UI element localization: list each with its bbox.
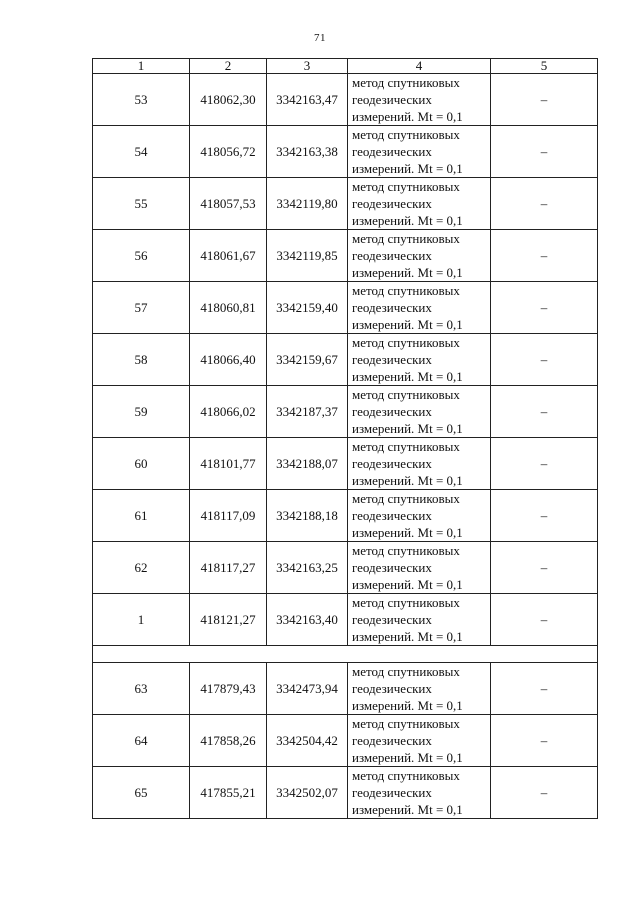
coordinate-x: 417858,26 [190,715,267,767]
table-row [93,490,598,542]
table-row [93,594,598,646]
note-cell: – [491,490,598,542]
table-row [93,386,598,438]
table-row [93,767,598,819]
method-line: метод спутниковых [352,543,460,558]
method-description [348,663,491,715]
note-cell: – [491,74,598,126]
coordinate-x: 418101,77 [190,438,267,490]
coordinate-x: 418062,30 [190,74,267,126]
coordinate-y: 3342188,07 [267,438,348,490]
coordinate-y: 3342163,47 [267,74,348,126]
point-number: 54 [93,126,190,178]
method-line: метод спутниковых [352,75,460,90]
method-line: геодезических [352,300,432,315]
method-line: метод спутниковых [352,595,460,610]
method-line: метод спутниковых [352,387,460,402]
point-number: 64 [93,715,190,767]
method-line: геодезических [352,144,432,159]
note-cell: – [491,386,598,438]
point-number: 53 [93,74,190,126]
method-description [348,74,491,126]
coordinates-table [92,58,598,819]
coordinate-y: 3342188,18 [267,490,348,542]
point-number: 62 [93,542,190,594]
note-cell: – [491,767,598,819]
table-row [93,542,598,594]
method-line: измерений. Mt = 0,1 [352,698,463,713]
method-line: геодезических [352,612,432,627]
method-line: измерений. Mt = 0,1 [352,265,463,280]
method-line: измерений. Mt = 0,1 [352,161,463,176]
method-description [348,282,491,334]
method-line: измерений. Mt = 0,1 [352,213,463,228]
header-col-2: 2 [190,59,267,74]
note-cell: – [491,230,598,282]
header-col-4: 4 [348,59,491,74]
method-line: метод спутниковых [352,335,460,350]
coordinate-y: 3342159,40 [267,282,348,334]
note-cell: – [491,542,598,594]
method-line: метод спутниковых [352,716,460,731]
note-cell: – [491,438,598,490]
method-line: измерений. Mt = 0,1 [352,473,463,488]
method-line: геодезических [352,92,432,107]
table-body [93,74,598,819]
method-description [348,542,491,594]
coordinate-y: 3342502,07 [267,767,348,819]
method-line: геодезических [352,456,432,471]
method-line: измерений. Mt = 0,1 [352,109,463,124]
note-cell: – [491,663,598,715]
point-number: 63 [93,663,190,715]
method-line: измерений. Mt = 0,1 [352,525,463,540]
table-row [93,663,598,715]
note-cell: – [491,126,598,178]
method-description [348,594,491,646]
method-description [348,178,491,230]
method-line: метод спутниковых [352,231,460,246]
point-number: 65 [93,767,190,819]
method-description [348,715,491,767]
method-description [348,334,491,386]
coordinate-x: 418117,09 [190,490,267,542]
method-description [348,767,491,819]
coordinate-x: 417879,43 [190,663,267,715]
page-number: 71 [314,32,326,44]
method-description [348,490,491,542]
coordinate-y: 3342119,85 [267,230,348,282]
table-header-row [93,59,598,74]
table-row [93,715,598,767]
table-row [93,230,598,282]
method-description [348,230,491,282]
point-number: 55 [93,178,190,230]
coordinate-x: 418117,27 [190,542,267,594]
method-line: метод спутниковых [352,127,460,142]
point-number: 58 [93,334,190,386]
table-row [93,74,598,126]
method-line: измерений. Mt = 0,1 [352,629,463,644]
method-line: метод спутниковых [352,768,460,783]
coordinate-x: 417855,21 [190,767,267,819]
header-col-3: 3 [267,59,348,74]
coordinate-y: 3342163,40 [267,594,348,646]
header-col-5: 5 [491,59,598,74]
coordinate-y: 3342119,80 [267,178,348,230]
coordinate-y: 3342187,37 [267,386,348,438]
coordinate-x: 418057,53 [190,178,267,230]
note-cell: – [491,594,598,646]
method-line: геодезических [352,733,432,748]
method-line: геодезических [352,508,432,523]
method-line: геодезических [352,352,432,367]
coordinate-x: 418060,81 [190,282,267,334]
header-col-1: 1 [93,59,190,74]
coordinate-x: 418061,67 [190,230,267,282]
coordinate-x: 418121,27 [190,594,267,646]
coordinate-y: 3342473,94 [267,663,348,715]
table-row [93,282,598,334]
point-number: 60 [93,438,190,490]
method-line: метод спутниковых [352,491,460,506]
table-row [93,334,598,386]
method-line: метод спутниковых [352,664,460,679]
coordinate-y: 3342504,42 [267,715,348,767]
note-cell: – [491,178,598,230]
method-line: геодезических [352,404,432,419]
method-line: метод спутниковых [352,179,460,194]
table-row [93,178,598,230]
method-line: метод спутниковых [352,283,460,298]
coordinate-x: 418066,02 [190,386,267,438]
method-line: метод спутниковых [352,439,460,454]
point-number: 56 [93,230,190,282]
method-line: геодезических [352,196,432,211]
method-description [348,386,491,438]
table-row [93,438,598,490]
method-description [348,126,491,178]
coordinate-x: 418066,40 [190,334,267,386]
point-number: 1 [93,594,190,646]
note-cell: – [491,334,598,386]
method-line: геодезических [352,785,432,800]
coordinate-y: 3342159,67 [267,334,348,386]
point-number: 59 [93,386,190,438]
method-line: измерений. Mt = 0,1 [352,802,463,817]
table-gap-row [93,646,598,663]
method-line: геодезических [352,560,432,575]
coordinate-y: 3342163,25 [267,542,348,594]
method-line: измерений. Mt = 0,1 [352,750,463,765]
coordinate-y: 3342163,38 [267,126,348,178]
note-cell: – [491,715,598,767]
method-line: геодезических [352,681,432,696]
method-line: измерений. Mt = 0,1 [352,577,463,592]
table-row [93,126,598,178]
point-number: 61 [93,490,190,542]
note-cell: – [491,282,598,334]
method-line: измерений. Mt = 0,1 [352,369,463,384]
point-number: 57 [93,282,190,334]
method-line: измерений. Mt = 0,1 [352,421,463,436]
gap-cell [93,646,598,663]
method-line: геодезических [352,248,432,263]
method-description [348,438,491,490]
coordinate-x: 418056,72 [190,126,267,178]
method-line: измерений. Mt = 0,1 [352,317,463,332]
